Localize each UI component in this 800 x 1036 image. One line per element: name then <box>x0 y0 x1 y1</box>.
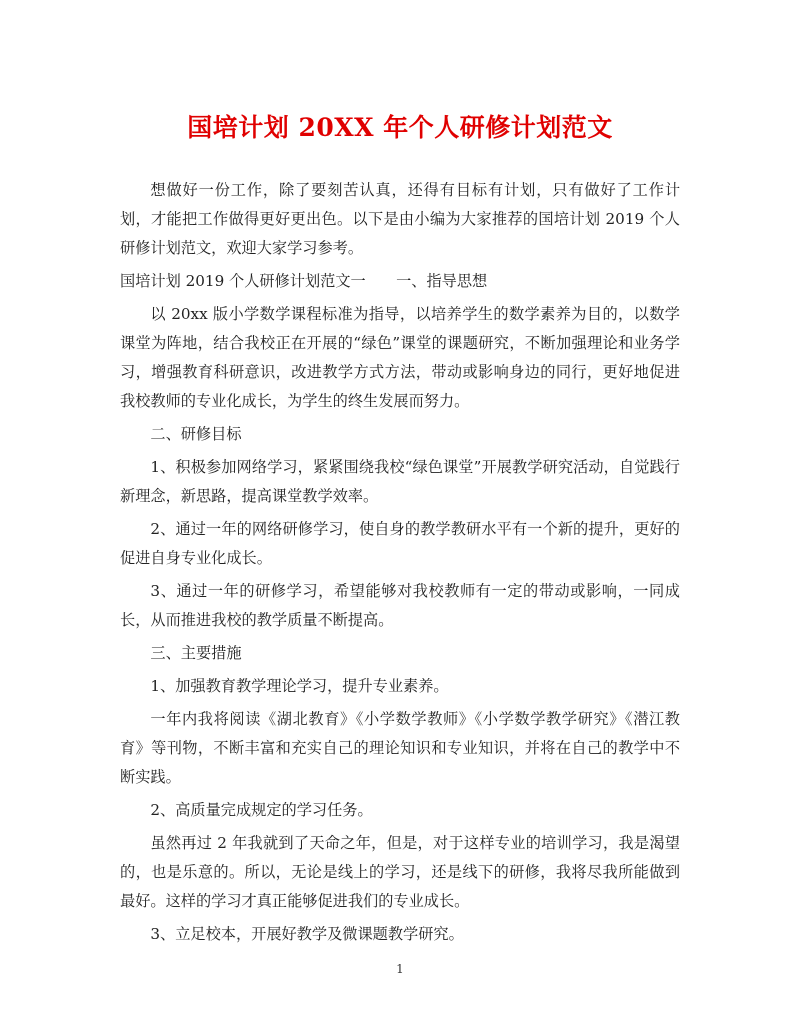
measure-item-3: 3、立足校本，开展好教学及微课题教学研究。 <box>150 925 464 943</box>
page-number: 1 <box>396 962 404 976</box>
section-heading-measures: 三、主要措施 <box>150 644 242 662</box>
measure-item-1: 1、加强教育教学理论学习，提升专业素养。 <box>150 677 449 695</box>
intro-paragraph: 想做好一份工作，除了要刻苦认真，还得有目标有计划，只有做好了工作计划，才能把工作做得更好更出色。以下是由小编为大家推荐的国培计划 2019 个人研修计划范文，欢迎大家学习参考。 <box>120 181 680 257</box>
document-title: 国培计划 20XX 年个人研修计划范文 <box>187 113 613 142</box>
document-body <box>120 176 680 953</box>
section-heading-guiding-thought: 国培计划 2019 个人研修计划范文一 一、指导思想 <box>120 272 488 290</box>
goal-item-2: 2、通过一年的网络研修学习，使自身的教学教研水平有一个新的提升，更好的促进自身专业化成长。 <box>120 520 680 567</box>
measure-item-2: 2、高质量完成规定的学习任务。 <box>150 801 373 819</box>
measure-2-detail: 虽然再过 2 年我就到了天命之年，但是，对于这样专业的培训学习，我是渴望的，也是乐意的。所以，无论是线上的学习，还是线下的研修，我将尽我所能做到最好。这样的学习才真正能够促进我们的专业成长。 <box>120 834 680 910</box>
goal-item-3: 3、通过一年的研修学习，希望能够对我校教师有一定的带动或影响，一同成长，从而推进我校的教学质量不断提高。 <box>120 582 680 629</box>
section-heading-goals: 二、研修目标 <box>150 425 242 443</box>
goal-item-1: 1、积极参加网络学习，紧紧围绕我校“绿色课堂”开展教学研究活动，自觉践行新理念，新思路，提高课堂教学效率。 <box>120 458 680 505</box>
guiding-thought-paragraph: 以 20xx 版小学数学课程标准为指导，以培养学生的数学素养为目的，以数学课堂为阵地，结合我校正在开展的“绿色”课堂的课题研究，不断加强理论和业务学习，增强教育科研意识，改进教学方式方法，带动或影响身边的同行，更好地促进我校教师的专业化成长，为学生的终生发展而努力。 <box>120 305 680 410</box>
measure-1-detail: 一年内我将阅读《湖北教育》《小学数学教师》《小学数学教学研究》《潜江教育》等刊物，不断丰富和充实自己的理论知识和专业知识，并将在自己的教学中不断实践。 <box>120 710 680 786</box>
